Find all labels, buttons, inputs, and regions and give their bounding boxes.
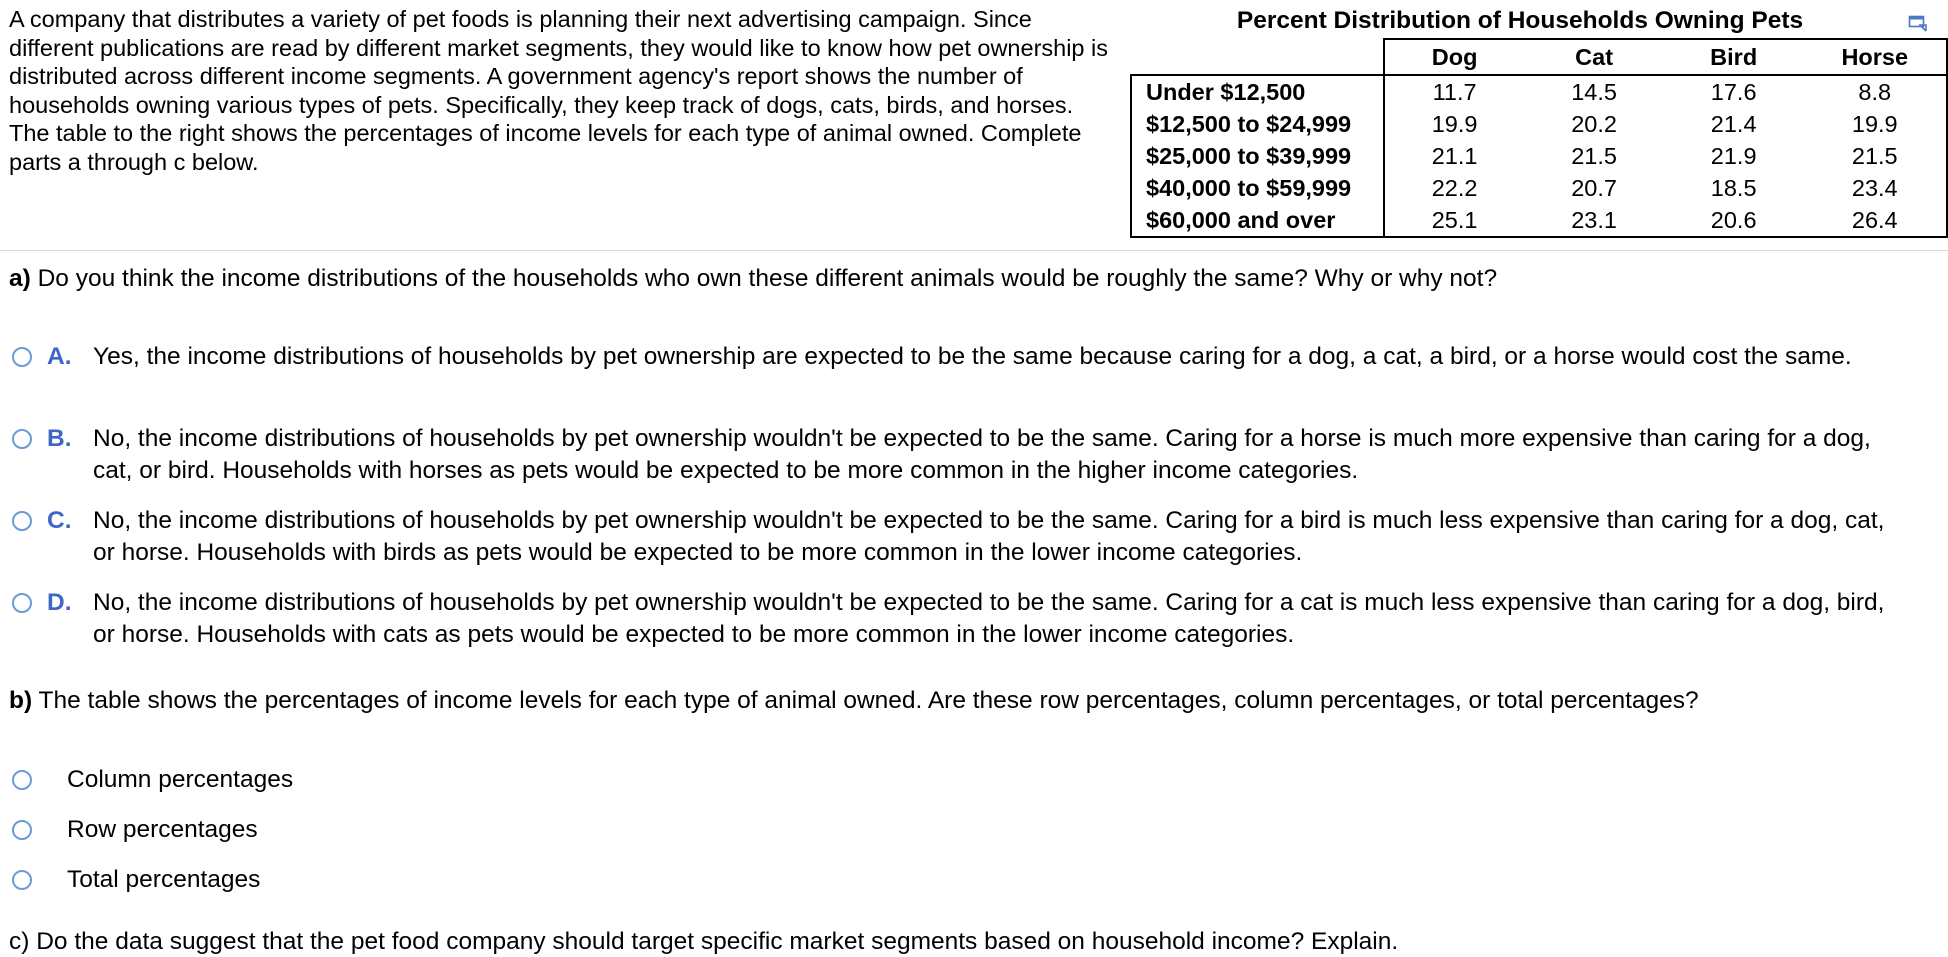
cell-bird: 18.5	[1710, 175, 1757, 201]
cell-dog: 21.1	[1431, 143, 1478, 169]
cell-horse: 21.5	[1804, 140, 1947, 172]
cell-dog: 25.1	[1384, 204, 1524, 237]
part-c-question-cut	[9, 924, 1709, 955]
cell-cat: 14.5	[1524, 75, 1663, 108]
table-row	[1131, 172, 1947, 204]
part-b-question	[9, 686, 1699, 716]
option-text: Row percentages	[67, 816, 258, 843]
table-row	[1131, 204, 1947, 237]
radio-button-icon[interactable]	[12, 770, 32, 790]
part-b-text: The table shows the percentages of income levels for each type of animal owned. Are these row percentages, column percentages, or total percentages?	[38, 687, 1699, 714]
table-header-row	[1131, 39, 1947, 75]
row-label: $40,000 to $59,999	[1131, 172, 1384, 204]
option-letter: C.	[47, 507, 72, 534]
option-text: No, the income distributions of households by pet ownership wouldn't be expected to be the same. Caring for a bird is much less expensive than caring for a dog, cat, or horse. Households with birds as pets would be expected to be more common in the lower income categories.	[93, 507, 1885, 566]
cell-dog: 22.2	[1431, 175, 1478, 201]
cell-bird: 21.4	[1710, 111, 1757, 137]
radio-button-icon[interactable]	[12, 820, 32, 840]
option-text: No, the income distributions of households by pet ownership wouldn't be expected to be the same. Caring for a horse is much more expensive than caring for a dog, cat, or bird. Households with horses as pets would be expected to be more common in the higher income categories.	[93, 425, 1871, 484]
cell-cat: 20.2	[1571, 111, 1617, 137]
pet-distribution-table	[1130, 38, 1948, 238]
option-c[interactable]	[12, 505, 1912, 569]
table-row	[1131, 75, 1947, 108]
cell-horse: 23.4	[1804, 172, 1947, 204]
cell-cat: 20.7	[1571, 175, 1617, 201]
cell-cat: 23.1	[1524, 204, 1663, 237]
table-row	[1131, 140, 1947, 172]
table-title: Percent Distribution of Households Owning Pets	[1236, 7, 1804, 34]
cell-horse: 19.9	[1804, 108, 1947, 140]
section-divider	[0, 250, 1948, 251]
cell-dog: 11.7	[1384, 75, 1524, 108]
row-label: $60,000 and over	[1131, 204, 1384, 237]
option-d[interactable]	[12, 587, 1912, 651]
option-total-percentages[interactable]	[12, 864, 1912, 896]
option-b[interactable]	[12, 423, 1912, 487]
radio-button-icon[interactable]	[12, 347, 32, 367]
cell-horse: 26.4	[1804, 204, 1947, 237]
radio-button-icon[interactable]	[12, 870, 32, 890]
column-header-horse: Horse	[1804, 39, 1947, 75]
option-text: Yes, the income distributions of households by pet ownership are expected to be the same because caring for a dog, a cat, a bird, or a horse would cost the same.	[93, 343, 1852, 370]
part-a-text: Do you think the income distributions of the households who own these different animals would be roughly the same? Why or why not?	[37, 265, 1498, 292]
part-a-label: a)	[9, 265, 31, 292]
radio-button-icon[interactable]	[12, 593, 32, 613]
option-letter: D.	[47, 589, 72, 616]
option-column-percentages[interactable]	[12, 764, 1912, 796]
cell-dog: 19.9	[1431, 111, 1478, 137]
table-row	[1131, 108, 1947, 140]
option-row-percentages[interactable]	[12, 814, 1912, 846]
column-header-cat: Cat	[1524, 39, 1663, 75]
option-text: No, the income distributions of households by pet ownership wouldn't be expected to be the same. Caring for a cat is much less expensive than caring for a dog, bird, or horse. Households with cats as pets would be expected to be more common in the lower income categories.	[93, 589, 1885, 648]
option-letter: A.	[47, 343, 72, 370]
cell-bird: 17.6	[1664, 75, 1804, 108]
radio-button-icon[interactable]	[12, 429, 32, 449]
cell-bird: 20.6	[1664, 204, 1804, 237]
option-text: Total percentages	[67, 866, 261, 893]
row-label: Under $12,500	[1131, 75, 1384, 108]
option-letter: B.	[47, 425, 72, 452]
option-text: Column percentages	[67, 766, 294, 793]
problem-intro: A company that distributes a variety of pet foods is planning their next advertising campaign. Since different publications are read by different market segments, they would like to know how pet ownership is distributed across different income segments. A government agency's report shows the number of households owning various types of pets. Specifically, they keep track of dogs, cats, birds, and horses. The table to the right shows the percentages of income levels for each type of animal owned. Complete parts a through c below.	[9, 6, 1109, 175]
column-header-dog: Dog	[1384, 39, 1524, 75]
part-b-label: b)	[9, 687, 33, 714]
radio-button-icon[interactable]	[12, 511, 32, 531]
cell-horse: 8.8	[1804, 75, 1947, 108]
row-label: $12,500 to $24,999	[1131, 108, 1384, 140]
column-header-bird: Bird	[1664, 39, 1804, 75]
cell-cat: 21.5	[1571, 143, 1617, 169]
expand-table-icon[interactable]	[1908, 13, 1928, 33]
table-corner	[1131, 39, 1384, 75]
part-a-question	[9, 264, 1497, 294]
part-c-text: c) Do the data suggest that the pet food company should target specific market segments based on household income? Explain.	[9, 928, 1399, 955]
row-label: $25,000 to $39,999	[1131, 140, 1384, 172]
option-a[interactable]	[12, 341, 1912, 373]
cell-bird: 21.9	[1710, 143, 1757, 169]
